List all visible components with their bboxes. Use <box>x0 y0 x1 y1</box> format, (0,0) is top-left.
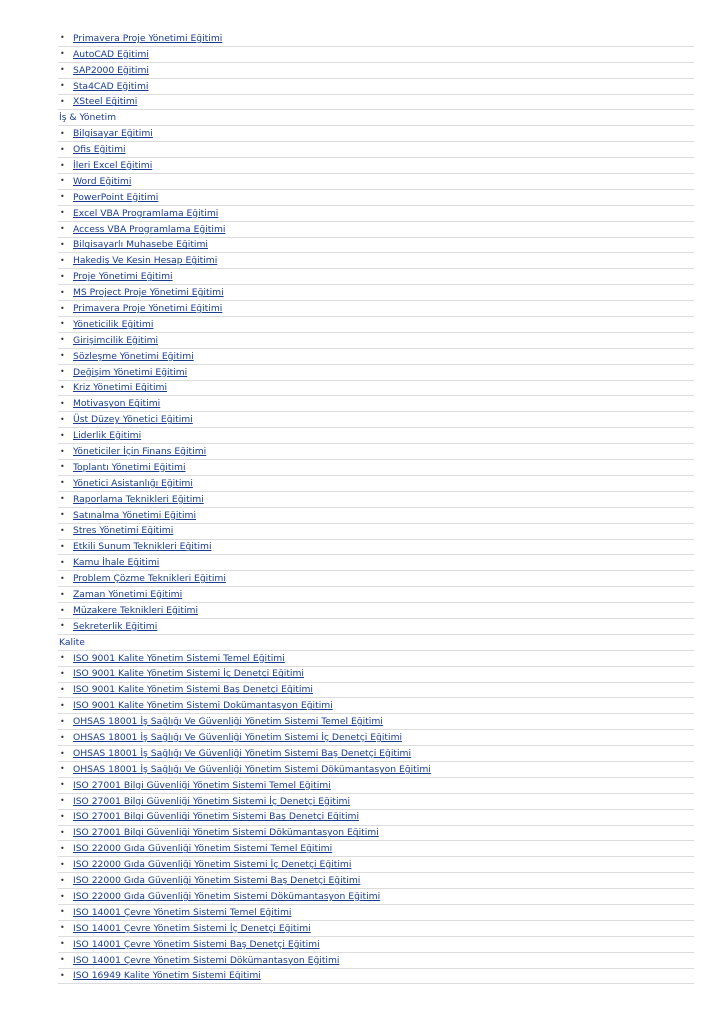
bullet-icon: • <box>60 33 65 43</box>
list-item <box>58 428 694 444</box>
course-link[interactable]: ISO 9001 Kalite Yönetim Sistemi Dokümantasyon Eğitimi <box>73 700 333 712</box>
bullet-icon: • <box>60 97 65 106</box>
list-item <box>58 746 694 762</box>
course-link[interactable]: Liderlik Eğitimi <box>73 430 142 442</box>
course-link[interactable]: ISO 27001 Bilgi Güvenliği Yönetim Sistemi Temel Eğitimi <box>73 779 331 791</box>
list-item <box>58 492 694 508</box>
bullet-icon: • <box>60 81 65 91</box>
course-link[interactable]: Toplantı Yönetimi Eğitimi <box>73 461 186 473</box>
list-item <box>58 969 694 985</box>
list-item <box>58 683 694 699</box>
list-item <box>58 889 694 905</box>
course-link[interactable]: MS Project Proje Yönetimi Eğitimi <box>73 287 224 299</box>
course-link[interactable]: Proje Yönetimi Eğitimi <box>73 271 173 283</box>
list-item <box>58 571 694 587</box>
bullet-icon: • <box>60 605 65 615</box>
bullet-icon: • <box>60 335 65 345</box>
bullet-icon: • <box>60 240 65 250</box>
bullet-icon: • <box>60 732 65 742</box>
bullet-icon: • <box>60 684 65 694</box>
list-item <box>58 730 694 746</box>
course-link[interactable]: İleri Excel Eğitimi <box>73 159 153 171</box>
course-link[interactable]: Zaman Yönetimi Eğitimi <box>73 589 183 601</box>
bullet-icon: • <box>60 208 65 218</box>
list-item <box>58 174 694 190</box>
bullet-icon: • <box>60 446 65 456</box>
list-item <box>58 508 694 524</box>
bullet-icon: • <box>60 859 65 869</box>
course-link[interactable]: Sözleşme Yönetimi Eğitimi <box>73 350 194 362</box>
list-item <box>58 810 694 826</box>
course-link[interactable]: Değişim Yönetimi Eğitimi <box>73 366 188 378</box>
list-item <box>58 444 694 460</box>
course-link[interactable]: ISO 27001 Bilgi Güvenliği Yönetim Sistemi Baş Denetçi Eğitimi <box>73 811 359 823</box>
section-heading <box>58 635 694 651</box>
bullet-icon: • <box>60 827 65 837</box>
course-link[interactable]: OHSAS 18001 İş Sağlığı Ve Güvenliği Yönetim Sistemi Dökümantasyon Eğitimi <box>73 763 431 775</box>
bullet-icon: • <box>60 939 65 949</box>
course-link[interactable]: XSteel Eğitimi <box>73 96 138 108</box>
course-link[interactable]: ISO 14001 Çevre Yönetim Sistemi İç Denetçi Eğitimi <box>73 922 311 934</box>
bullet-icon: • <box>60 907 65 917</box>
course-link[interactable]: ISO 16949 Kalite Yönetim Sistemi Eğitimi <box>73 970 261 982</box>
course-link[interactable]: Kamu İhale Eğitimi <box>73 557 160 569</box>
list-item <box>58 142 694 158</box>
list-item <box>58 95 694 111</box>
course-link[interactable]: Üst Düzey Yönetici Eğitimi <box>73 414 193 426</box>
list-item <box>58 762 694 778</box>
section-heading-label: Kalite <box>59 636 85 648</box>
course-link[interactable]: ISO 14001 Çevre Yönetim Sistemi Baş Denetçi Eğitimi <box>73 938 320 950</box>
course-link[interactable]: ISO 14001 Çevre Yönetim Sistemi Temel Eğitimi <box>73 906 292 918</box>
course-link[interactable]: Access VBA Programlama Eğitimi <box>73 223 226 235</box>
list-item <box>58 841 694 857</box>
course-link[interactable]: ISO 22000 Gıda Güvenliği Yönetim Sistemi Baş Denetçi Eğitimi <box>73 875 361 887</box>
bullet-icon: • <box>60 383 65 393</box>
list-item <box>58 460 694 476</box>
section-heading-label: İş & Yönetim <box>59 112 117 124</box>
course-link[interactable]: SAP2000 Eğitimi <box>73 64 149 76</box>
training-list <box>58 31 694 984</box>
list-item <box>58 857 694 873</box>
list-item <box>58 31 694 47</box>
bullet-icon: • <box>60 303 65 313</box>
bullet-icon: • <box>60 923 65 933</box>
bullet-icon: • <box>60 748 65 758</box>
course-link[interactable]: Excel VBA Programlama Eğitimi <box>73 207 219 219</box>
list-item <box>58 540 694 556</box>
course-link[interactable]: OHSAS 18001 İş Sağlığı Ve Güvenliği Yönetim Sistemi Baş Denetçi Eğitimi <box>73 747 412 759</box>
list-item <box>58 524 694 540</box>
bullet-icon: • <box>60 621 65 631</box>
bullet-icon: • <box>60 430 65 440</box>
course-link[interactable]: ISO 14001 Çevre Yönetim Sistemi Dökümantasyon Eğitimi <box>73 954 340 966</box>
bullet-icon: • <box>60 875 65 885</box>
bullet-icon: • <box>60 494 65 504</box>
list-item <box>58 238 694 254</box>
bullet-icon: • <box>60 351 65 361</box>
bullet-icon: • <box>60 653 65 663</box>
bullet-icon: • <box>60 255 65 265</box>
course-link[interactable]: Sta4CAD Eğitimi <box>73 80 149 92</box>
list-item <box>58 826 694 842</box>
course-link[interactable]: ISO 9001 Kalite Yönetim Sistemi İç Denetçi Eğitimi <box>73 668 304 680</box>
course-link[interactable]: ISO 9001 Kalite Yönetim Sistemi Baş Denetçi Eğitimi <box>73 684 313 696</box>
list-item <box>58 222 694 238</box>
list-item <box>58 698 694 714</box>
list-item <box>58 778 694 794</box>
course-link[interactable]: ISO 9001 Kalite Yönetim Sistemi Temel Eğitimi <box>73 652 285 664</box>
list-item <box>58 349 694 365</box>
bullet-icon: • <box>60 700 65 710</box>
bullet-icon: • <box>60 49 65 59</box>
bullet-icon: • <box>60 955 65 965</box>
list-item <box>58 396 694 412</box>
course-link[interactable]: ISO 22000 Gıda Güvenliği Yönetim Sistemi İç Denetçi Eğitimi <box>73 859 352 871</box>
list-item <box>58 206 694 222</box>
bullet-icon: • <box>60 526 65 536</box>
list-item <box>58 47 694 63</box>
list-item <box>58 794 694 810</box>
course-link[interactable]: Motivasyon Eğitimi <box>73 398 161 410</box>
bullet-icon: • <box>60 160 65 170</box>
list-item <box>58 158 694 174</box>
bullet-icon: • <box>60 796 65 806</box>
course-link[interactable]: OHSAS 18001 İş Sağlığı Ve Güvenliği Yönetim Sistemi Temel Eğitimi <box>73 716 383 728</box>
bullet-icon: • <box>60 128 65 138</box>
bullet-icon: • <box>60 780 65 790</box>
course-link[interactable]: ISO 22000 Gıda Güvenliği Yönetim Sistemi Dökümantasyon Eğitimi <box>73 890 381 902</box>
course-link[interactable]: Bilgisayar Eğitimi <box>73 128 153 140</box>
bullet-icon: • <box>60 843 65 853</box>
course-link[interactable]: Primavera Proje Yönetimi Eğitimi <box>73 32 223 44</box>
bullet-icon: • <box>60 462 65 472</box>
list-item <box>58 190 694 206</box>
list-item <box>58 651 694 667</box>
course-link[interactable]: Girişimcilik Eğitimi <box>73 334 159 346</box>
bullet-icon: • <box>60 764 65 774</box>
bullet-icon: • <box>60 287 65 297</box>
bullet-icon: • <box>60 367 65 377</box>
bullet-icon: • <box>60 271 65 281</box>
course-link[interactable]: Raporlama Teknikleri Eğitimi <box>73 493 204 505</box>
bullet-icon: • <box>60 65 65 75</box>
course-link[interactable]: Etkili Sunum Teknikleri Eğitimi <box>73 541 212 553</box>
bullet-icon: • <box>60 891 65 901</box>
list-item <box>58 937 694 953</box>
course-link[interactable]: Satınalma Yönetimi Eğitimi <box>73 509 197 521</box>
list-item <box>58 63 694 79</box>
bullet-icon: • <box>60 192 65 202</box>
bullet-icon: • <box>60 176 65 186</box>
bullet-icon: • <box>60 224 65 234</box>
bullet-icon: • <box>60 144 65 154</box>
course-link[interactable]: Hakediş Ve Kesin Hesap Eğitimi <box>73 255 218 267</box>
course-link[interactable]: Kriz Yönetimi Eğitimi <box>73 382 168 394</box>
course-link[interactable]: ISO 27001 Bilgi Güvenliği Yönetim Sistemi İç Denetçi Eğitimi <box>73 795 351 807</box>
list-item <box>58 921 694 937</box>
course-link[interactable]: Primavera Proje Yönetimi Eğitimi <box>73 302 223 314</box>
list-item <box>58 603 694 619</box>
bullet-icon: • <box>60 573 65 583</box>
bullet-icon: • <box>60 589 65 599</box>
course-link[interactable]: Stres Yönetimi Eğitimi <box>73 525 174 537</box>
list-item <box>58 317 694 333</box>
list-item <box>58 714 694 730</box>
list-item <box>58 587 694 603</box>
course-link[interactable]: Müzakere Teknikleri Eğitimi <box>73 604 199 616</box>
bullet-icon: • <box>60 319 65 329</box>
course-link[interactable]: OHSAS 18001 İş Sağlığı Ve Güvenliği Yönetim Sistemi İç Denetçi Eğitimi <box>73 732 403 744</box>
bullet-icon: • <box>60 398 65 408</box>
list-item <box>58 126 694 142</box>
course-link[interactable]: Word Eğitimi <box>73 175 132 187</box>
list-item <box>58 79 694 95</box>
list-item <box>58 269 694 285</box>
list-item <box>58 619 694 635</box>
course-link[interactable]: Yöneticiler İçin Finans Eğitimi <box>73 446 207 457</box>
list-item <box>58 476 694 492</box>
list-item <box>58 381 694 397</box>
bullet-icon: • <box>60 510 65 520</box>
list-item <box>58 953 694 969</box>
bullet-icon: • <box>60 414 65 424</box>
list-item <box>58 301 694 317</box>
bullet-icon: • <box>60 541 65 551</box>
course-link[interactable]: AutoCAD Eğitimi <box>73 48 149 60</box>
list-item <box>58 412 694 428</box>
course-link[interactable]: ISO 22000 Gıda Güvenliği Yönetim Sistemi Temel Eğitimi <box>73 843 333 855</box>
bullet-icon: • <box>60 812 65 822</box>
bullet-icon: • <box>60 970 65 980</box>
list-item <box>58 253 694 269</box>
course-link[interactable]: ISO 27001 Bilgi Güvenliği Yönetim Sistemi Dökümantasyon Eğitimi <box>73 827 379 839</box>
bullet-icon: • <box>60 716 65 726</box>
course-link[interactable]: PowerPoint Eğitimi <box>73 191 159 203</box>
bullet-icon: • <box>60 478 65 488</box>
course-link[interactable]: Yöneticilik Eğitimi <box>73 318 154 330</box>
course-link[interactable]: Problem Çözme Teknikleri Eğitimi <box>73 573 226 585</box>
list-item <box>58 873 694 889</box>
list-item <box>58 667 694 683</box>
list-item <box>58 365 694 381</box>
course-link[interactable]: Ofis Eğitimi <box>73 144 126 156</box>
course-link[interactable]: Yönetici Asistanlığı Eğitimi <box>73 477 193 489</box>
list-item <box>58 333 694 349</box>
course-link[interactable]: Bilgisayarlı Muhasebe Eğitimi <box>73 239 208 251</box>
list-item <box>58 285 694 301</box>
bullet-icon: • <box>60 669 65 679</box>
bullet-icon: • <box>60 557 65 567</box>
list-item <box>58 905 694 921</box>
course-link[interactable]: Sekreterlik Eğitimi <box>73 620 158 632</box>
section-heading <box>58 110 694 126</box>
list-item <box>58 555 694 571</box>
